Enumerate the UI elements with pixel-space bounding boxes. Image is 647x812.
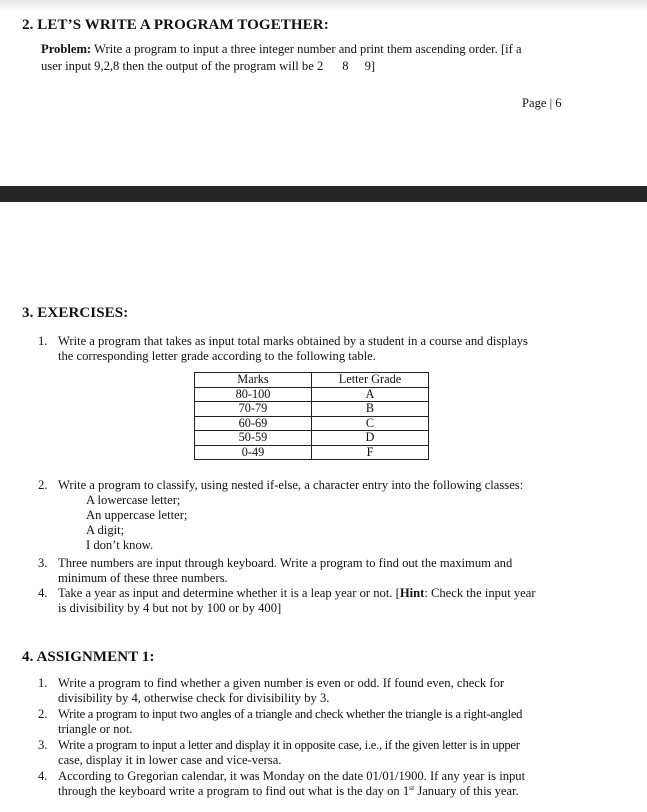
exercise-4-line-2: is divisibility by 4 but not by 100 or by 400] <box>58 601 282 615</box>
assignment-2-line-1: Write a program to input two angles of a triangle and check whether the triangle is a right-angled <box>58 707 523 721</box>
table-row <box>195 431 429 446</box>
problem-text-2: user input 9,2,8 then the output of the program will be 2 <box>41 59 324 73</box>
grade-table-header <box>195 373 429 388</box>
exercise-2-number: 2. <box>38 478 48 492</box>
assignment-3-line-1: Write a program to input a letter and display it in opposite case, i.e., if the given letter is in upper <box>58 738 520 752</box>
exercise-3-line-1: Three numbers are input through keyboard. Write a program to find out the maximum and <box>58 556 513 570</box>
exercise-4-number: 4. <box>38 586 48 600</box>
assignment-4-text-b: January of this year. <box>414 784 519 798</box>
exercise-1-line-1: Write a program that takes as input total marks obtained by a student in a course and displays <box>58 334 528 348</box>
assignment-2-number: 2. <box>38 707 48 721</box>
output-8: 8 <box>342 59 349 73</box>
exercise-4-text-b: : Check the input year <box>424 586 536 600</box>
exercise-4-line-1 <box>58 586 608 601</box>
exercise-1-number: 1. <box>38 334 48 348</box>
assignment-2 <box>38 707 608 737</box>
table-row <box>195 416 429 431</box>
assignment-3-number: 3. <box>38 738 48 752</box>
top-shadow-band <box>0 0 647 12</box>
table-row <box>195 402 429 417</box>
marks-cell: 70-79 <box>195 402 312 417</box>
page-number: Page | 6 <box>522 96 562 110</box>
marks-cell: 50-59 <box>195 431 312 446</box>
exercise-2-line-1: Write a program to classify, using nested if-else, a character entry into the following classes: <box>58 478 524 492</box>
grade-cell: A <box>312 387 429 402</box>
assignment-1-line-2: divisibility by 4, otherwise check for divisibility by 3. <box>58 691 330 705</box>
problem-line-1 <box>41 42 601 57</box>
exercise-3-number: 3. <box>38 556 48 570</box>
class-item-digit: A digit; <box>86 523 125 537</box>
problem-text-1: Write a program to input a three integer number and print them ascending order. [if a <box>91 42 522 56</box>
marks-cell: 80-100 <box>195 387 312 402</box>
assignment-3-line-2: case, display it in lower case and vice-versa. <box>58 753 282 767</box>
assignment-2-line-2: triangle or not. <box>58 722 133 736</box>
exercise-1 <box>38 334 598 364</box>
assignment-4-line-1: According to Gregorian calendar, it was Monday on the date 01/01/1900. If any year is input <box>58 769 526 783</box>
grade-cell: C <box>312 416 429 431</box>
marks-cell: 60-69 <box>195 416 312 431</box>
assignment-4-line-2 <box>58 784 608 799</box>
assignment-1-number: 1. <box>38 676 48 690</box>
assignment-4-number: 4. <box>38 769 48 783</box>
header-letter-grade: Letter Grade <box>312 373 429 388</box>
problem-line-2 <box>41 59 375 74</box>
output-9: 9] <box>364 59 376 73</box>
ordinal-suffix: st <box>409 782 415 792</box>
assignment-1 <box>38 676 608 706</box>
exercise-4 <box>38 586 608 616</box>
assignment-4 <box>38 769 608 799</box>
header-marks: Marks <box>195 373 312 388</box>
exercise-4-text-a: Take a year as input and determine whether it is a leap year or not. [ <box>58 586 400 600</box>
class-item-uppercase: An uppercase letter; <box>86 508 188 522</box>
exercise-3-line-2: minimum of these three numbers. <box>58 571 228 585</box>
section-4-heading: 4. ASSIGNMENT 1: <box>22 649 155 665</box>
class-item-lowercase: A lowercase letter; <box>86 493 181 507</box>
table-row <box>195 387 429 402</box>
section-2-heading: 2. LET’S WRITE A PROGRAM TOGETHER: <box>22 17 329 33</box>
marks-cell: 0-49 <box>195 445 312 460</box>
problem-label: Problem: <box>41 42 92 56</box>
grade-cell: D <box>312 431 429 446</box>
assignment-4-text-a: through the keyboard write a program to find out what is the day on 1 <box>58 784 410 798</box>
exercise-3 <box>38 556 608 586</box>
page-break-bar <box>0 186 647 202</box>
grade-table <box>194 372 429 460</box>
assignment-3 <box>38 738 608 768</box>
exercise-2 <box>38 478 608 553</box>
exercise-1-line-2: the corresponding letter grade according to the following table. <box>58 349 376 363</box>
class-item-unknown: I don’t know. <box>86 538 154 552</box>
grade-cell: F <box>312 445 429 460</box>
section-3-heading: 3. EXERCISES: <box>22 305 129 321</box>
assignment-1-line-1: Write a program to find whether a given number is even or odd. If found even, check for <box>58 676 505 690</box>
grade-cell: B <box>312 402 429 417</box>
hint-label: Hint <box>399 586 425 600</box>
table-row <box>195 445 429 460</box>
